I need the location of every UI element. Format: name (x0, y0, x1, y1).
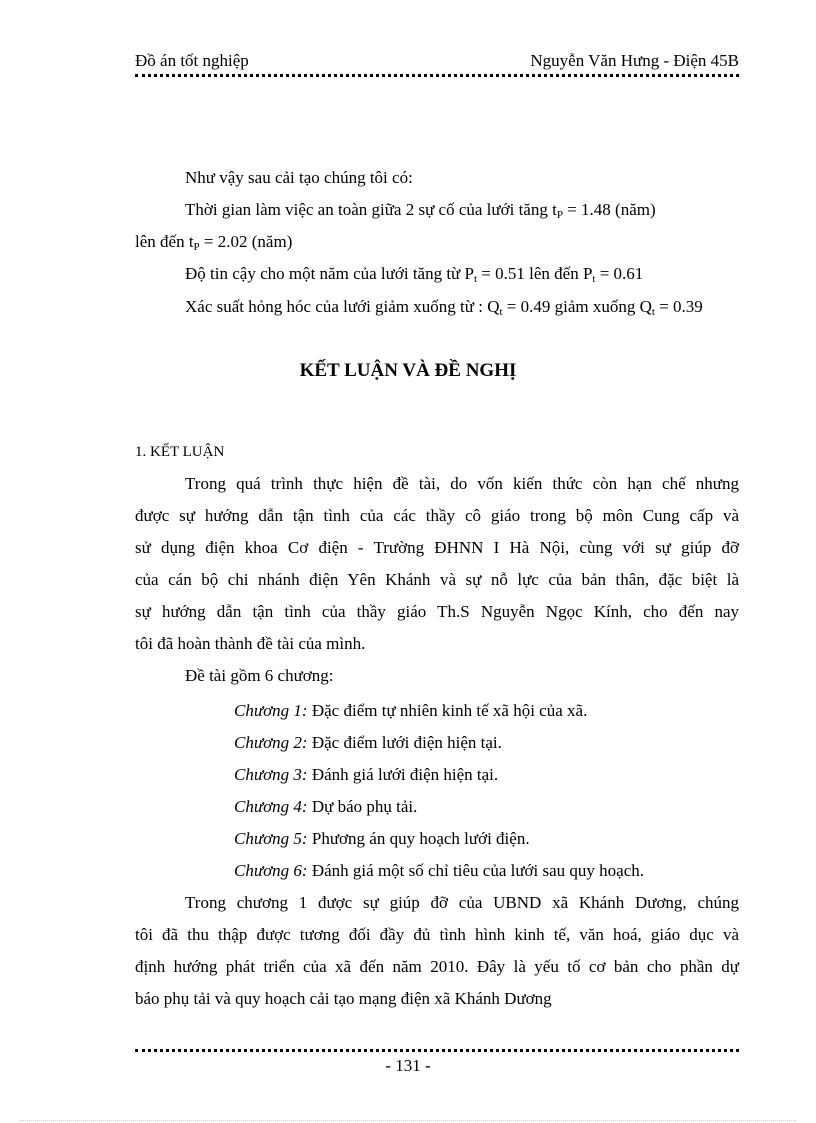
page-edge-divider (20, 1120, 796, 1121)
summary-time-line: Thời gian làm việc an toàn giữa 2 sự cố của lưới tăng $t_P = 1.48$ (năm) (185, 200, 656, 221)
paragraph-line: Trong quá trình thực hiện đề tài, do vốn kiến thức còn hạn chế nhưng (185, 474, 739, 493)
paragraph-line: sự hướng dẫn tận tình của thầy giáo Th.S Nguyễn Ngọc Kính, cho đến nay (135, 602, 739, 621)
chapter-item: Chương 3: Đánh giá lưới điện hiện tại. (234, 765, 499, 784)
summary-intro: Như vậy sau cải tạo chúng tôi có: (185, 168, 413, 187)
paragraph-line: tôi đã hoàn thành đề tài của mình. (135, 634, 366, 653)
page-number: - 131 - (385, 1056, 431, 1075)
footer-dotted-rule (135, 1049, 739, 1052)
summary-failure-line: Xác suất hỏng hóc của lưới giảm xuống từ : $Q_t = 0.49$ giảm xuống $Q_t = 0.39$ (185, 297, 703, 318)
chapters-intro: Đề tài gồm 6 chương: (185, 666, 334, 685)
paragraph-line: được sự hướng dẫn tận tình của các thầy cô giáo trong bộ môn Cung cấp và (135, 506, 739, 525)
section-title: KẾT LUẬN VÀ ĐỀ NGHỊ (299, 360, 517, 381)
paragraph-line: tôi đã thu thập được tương đối đầy đủ tình hình kinh tế, văn hoá, giáo dục và (135, 925, 739, 944)
header-left-text: Đồ án tốt nghiệp (135, 51, 249, 70)
section-heading: 1. KẾT LUẬN (135, 444, 225, 460)
chapter-item: Chương 4: Dự báo phụ tải. (234, 797, 418, 816)
chapter-item: Chương 5: Phương án quy hoạch lưới điện. (234, 829, 530, 848)
chapter-item: Chương 2: Đặc điểm lưới điện hiện tại. (234, 733, 502, 752)
header-dotted-rule (135, 74, 739, 77)
paragraph-line: của cán bộ chi nhánh điện Yên Khánh và sự nỗ lực của bản thân, đặc biệt là (135, 570, 739, 589)
chapter-item: Chương 6: Đánh giá một số chỉ tiêu của lưới sau quy hoạch. (234, 861, 645, 880)
summary-time-line-2: lên đến $t_P = 2.02$ (năm) (135, 232, 293, 253)
paragraph-line: Trong chương 1 được sự giúp đỡ của UBND xã Khánh Dương, chúng (185, 893, 739, 912)
paragraph-line: định hướng phát triển của xã đến năm 2010. Đây là yếu tố cơ bản cho phần dự (135, 957, 739, 976)
paragraph-line: sử dụng điện khoa Cơ điện - Trường ĐHNN I Hà Nội, cùng với sự giúp đỡ (135, 538, 739, 557)
summary-reliability-line: Độ tin cậy cho một năm của lưới tăng từ $P_t = 0.51$ lên đến $P_t = 0.61$ (185, 264, 644, 285)
paragraph-line: báo phụ tải và quy hoạch cải tạo mạng điện xã Khánh Dương (135, 989, 552, 1008)
page-header (135, 50, 739, 74)
chapter-item: Chương 1: Đặc điểm tự nhiên kinh tế xã hội của xã. (234, 701, 588, 720)
header-right-text: Nguyễn Văn Hưng - Điện 45B (530, 51, 739, 70)
